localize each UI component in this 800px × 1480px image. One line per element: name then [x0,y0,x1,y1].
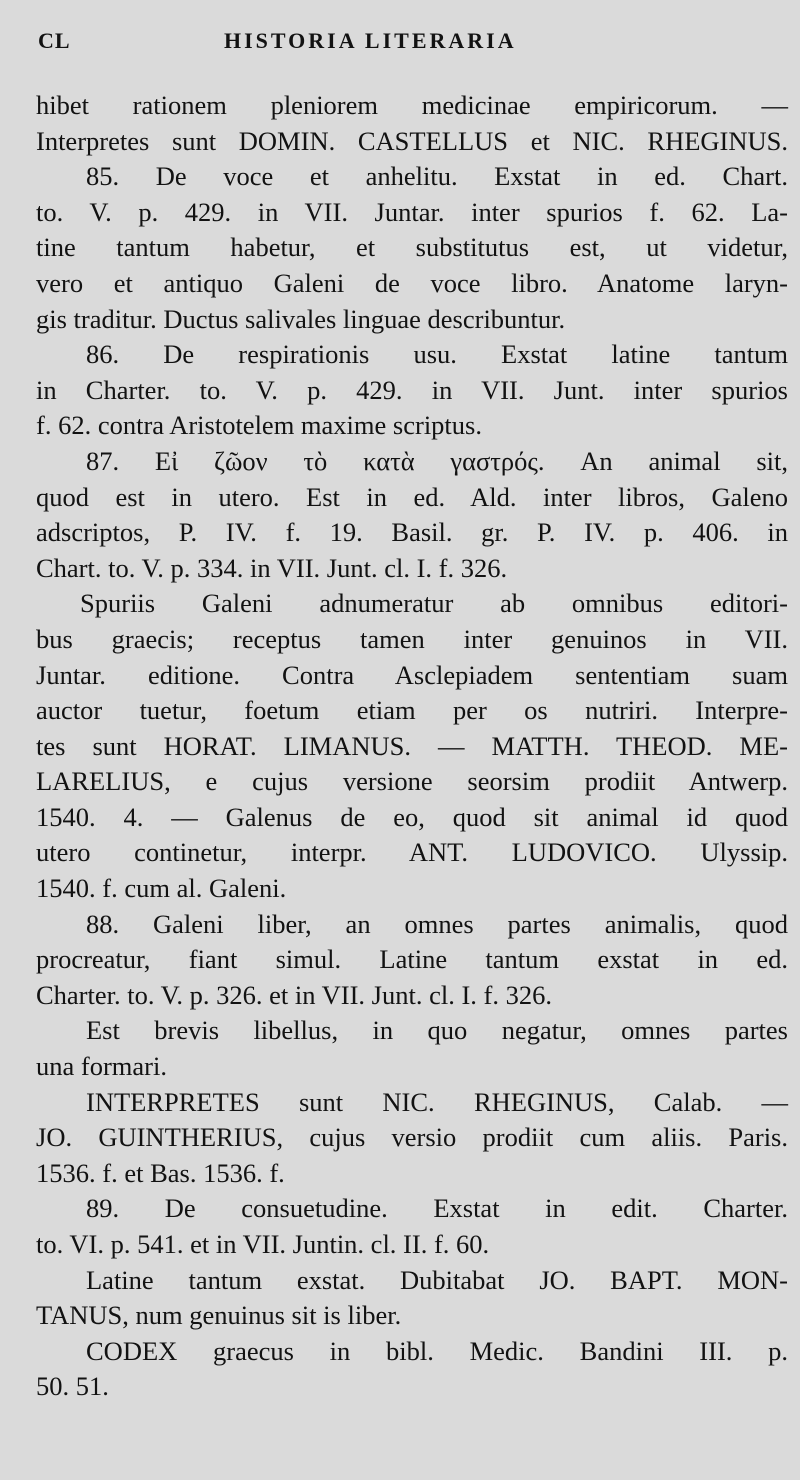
text-line: f. 62. contra Aristotelem maxime scriptus. [36,410,482,441]
text-line: Juntar. editione. Contra Asclepiadem sententiam suam [36,659,788,690]
text-line: gis traditur. Ductus salivales linguae describuntur. [36,303,566,334]
entry-88-heading: 88. Galeni liber, an omnes partes animalis, quod [86,908,788,939]
text-line: Spuriis Galeni adnumeratur ab omnibus editori- [80,588,788,619]
text-line: quod est in utero. Est in ed. Ald. inter libros, Galeno [36,481,788,512]
body-text [36,88,788,1405]
text-line: Latine tantum exstat. Dubitabat JO. BAPT. MON- [86,1264,788,1295]
text-line: LARELIUS, e cujus versione seorsim prodiit Antwerp. [36,766,788,797]
text-line: procreatur, fiant simul. Latine tantum exstat in ed. [36,944,788,975]
entry-86-heading: 86. De respirationis usu. Exstat latine tantum [86,339,788,370]
text-line: 1540. 4. — Galenus de eo, quod sit animal id quod [36,801,788,832]
text-line: tes sunt HORAT. LIMANUS. — MATTH. THEOD. ME- [36,730,788,761]
text-line: auctor tuetur, foetum etiam per os nutriri. Interpre- [36,695,788,726]
text-line: to. V. p. 429. in VII. Juntar. inter spurios f. 62. La- [36,196,788,227]
text-line: vero et antiquo Galeni de voce libro. Anatome laryn- [36,267,788,298]
text-line: to. VI. p. 541. et in VII. Juntin. cl. II. f. 60. [36,1229,490,1259]
text-line: 50. 51. [36,1371,109,1402]
text-line: tine tantum habetur, et substitutus est, ut videtur, [36,232,788,263]
text-line: TANUS, num genuinus sit is liber. [36,1300,402,1331]
entry-85-heading: 85. De voce et anhelitu. Exstat in ed. Chart. [86,161,788,192]
text-line: utero continetur, interpr. ANT. LUDOVICO. Ulyssip. [36,837,788,868]
text-line: Est brevis libellus, in quo negatur, omnes partes [86,1015,788,1046]
text-line: in Charter. to. V. p. 429. in VII. Junt. inter spurios [36,374,788,405]
entry-89-heading: 89. De consuetudine. Exstat in edit. Charter. [86,1193,788,1224]
text-line: hibet rationem pleniorem medicinae empiricorum. — [36,90,788,120]
text-line: Interpretes sunt DOMIN. CASTELLUS et NIC. RHEGINUS. [36,125,788,156]
text-line: CODEX graecus in bibl. Medic. Bandini III. p. [86,1335,788,1366]
text-line: una formari. [36,1051,167,1082]
text-line: 1540. f. cum al. Galeni. [36,873,287,904]
page-header [38,28,778,68]
text-line: Chart. to. V. p. 334. in VII. Junt. cl. I. f. 326. [36,552,508,583]
text-line: 1536. f. et Bas. 1536. f. [36,1157,285,1188]
text-line: bus graecis; receptus tamen inter genuinos in VII. [36,623,788,654]
page-number: CL [38,28,71,53]
running-head: HISTORIA LITERARIA [224,28,517,53]
entry-87-heading: 87. Εἰ ζῶον τὸ κατὰ γαστρός. An animal sit, [86,445,788,476]
text-line: adscriptos, P. IV. f. 19. Basil. gr. P. IV. p. 406. in [36,517,788,548]
text-line: JO. GUINTHERIUS, cujus versio prodiit cum aliis. Paris. [36,1122,788,1153]
text-line: Charter. to. V. p. 326. et in VII. Junt. cl. I. f. 326. [36,979,552,1010]
text-line: INTERPRETES sunt NIC. RHEGINUS, Calab. — [86,1086,788,1117]
